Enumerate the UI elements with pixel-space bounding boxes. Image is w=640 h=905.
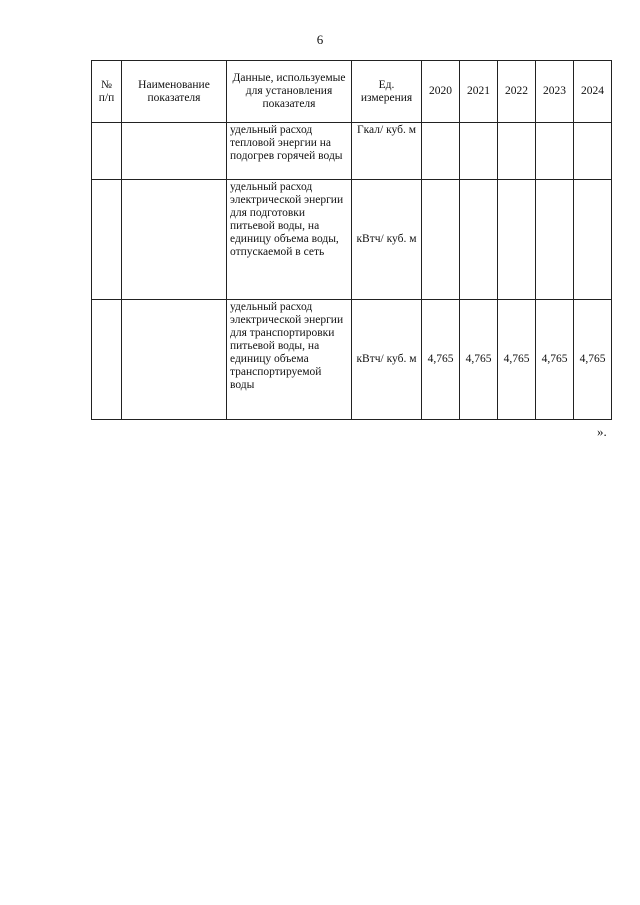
- value-cell-2022: [498, 123, 536, 180]
- row-name-cell: [122, 180, 227, 300]
- row-number-cell: [92, 180, 122, 300]
- indicators-table: [91, 60, 612, 420]
- table-row: [92, 180, 612, 300]
- header-cell-year: 2024: [574, 61, 612, 123]
- value-cell-2022: 4,765: [498, 300, 536, 420]
- row-unit-cell: Гкал/ куб. м: [352, 123, 422, 180]
- value-cell-2023: [536, 180, 574, 300]
- value-cell-2024: 4,765: [574, 300, 612, 420]
- header-cell-name: Наименование показателя: [122, 61, 227, 123]
- row-unit-cell: кВтч/ куб. м: [352, 180, 422, 300]
- value-cell-2021: 4,765: [460, 300, 498, 420]
- table-row: [92, 300, 612, 420]
- closing-quote-mark: ».: [597, 424, 607, 439]
- row-name-cell: [122, 123, 227, 180]
- value-cell-2024: [574, 180, 612, 300]
- value-cell-2020: [422, 180, 460, 300]
- table-header-row: [92, 61, 612, 123]
- value-cell-2024: [574, 123, 612, 180]
- row-number-cell: [92, 123, 122, 180]
- value-cell-2023: [536, 123, 574, 180]
- value-cell-2020: 4,765: [422, 300, 460, 420]
- value-cell-2021: [460, 123, 498, 180]
- value-cell-2020: [422, 123, 460, 180]
- row-data-cell: удельный расход электрической энергии для подготовки питьевой воды, на единицу объема воды, отпускаемой в сеть: [227, 180, 352, 300]
- header-cell-year: 2020: [422, 61, 460, 123]
- row-data-cell: удельный расход тепловой энергии на подогрев горячей воды: [227, 123, 352, 180]
- row-unit-cell: кВтч/ куб. м: [352, 300, 422, 420]
- row-name-cell: [122, 300, 227, 420]
- header-cell-data: Данные, используемые для установления показателя: [227, 61, 352, 123]
- row-data-cell: удельный расход электрической энергии для транспортировки питьевой воды, на единицу объема транспортируемой воды: [227, 300, 352, 420]
- value-cell-2021: [460, 180, 498, 300]
- header-cell-year: 2023: [536, 61, 574, 123]
- header-cell-number: № п/п: [92, 61, 122, 123]
- value-cell-2022: [498, 180, 536, 300]
- header-cell-year: 2022: [498, 61, 536, 123]
- table-row: [92, 123, 612, 180]
- header-cell-unit: Ед. измерения: [352, 61, 422, 123]
- page-number: 6: [316, 32, 324, 47]
- header-cell-year: 2021: [460, 61, 498, 123]
- value-cell-2023: 4,765: [536, 300, 574, 420]
- row-number-cell: [92, 300, 122, 420]
